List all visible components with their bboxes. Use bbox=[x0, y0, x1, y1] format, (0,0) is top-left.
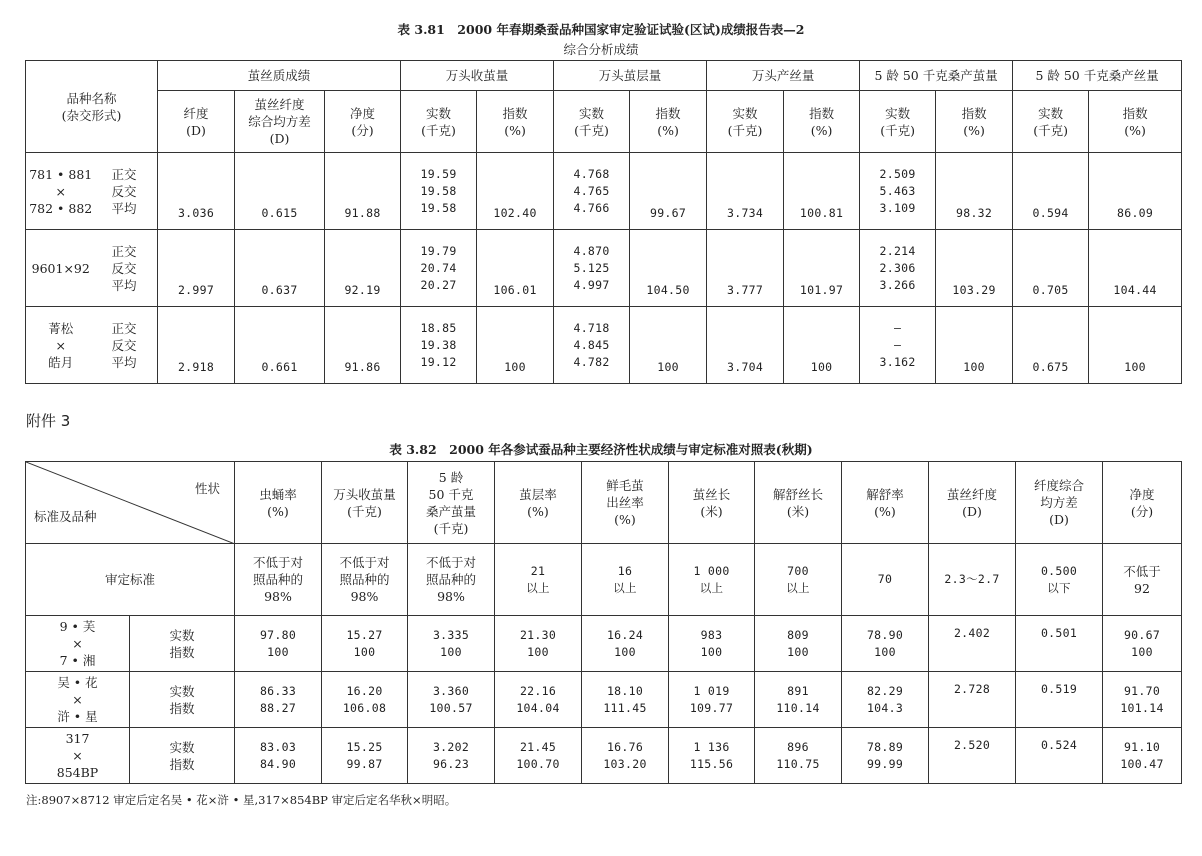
corner-top-label: 性状 bbox=[194, 481, 220, 496]
cell-value: 2.728 bbox=[929, 672, 1016, 728]
layer-actual-values: 4.870 5.125 4.997 bbox=[554, 230, 630, 307]
neatness-header: 净度 (分) bbox=[325, 91, 401, 153]
standard-value: 1 000 以上 bbox=[669, 544, 755, 616]
fc-actual-values: — — 3.162 bbox=[860, 307, 936, 384]
yield-index-value: 102.40 bbox=[477, 153, 554, 230]
fineness-sd-value: 0.661 bbox=[235, 307, 325, 384]
yield-actual-header: 实数 (千克) bbox=[401, 91, 477, 153]
fc-actual-values: 2.214 2.306 3.266 bbox=[860, 230, 936, 307]
layer-index-header: 指数 (%) bbox=[630, 91, 707, 153]
fc-index-value: 98.32 bbox=[936, 153, 1013, 230]
fc-actual-values: 2.509 5.463 3.109 bbox=[860, 153, 936, 230]
yield-actual-values: 18.85 19.38 19.12 bbox=[401, 307, 477, 384]
fineness-sd-header: 茧丝纤度 综合均方差 (D) bbox=[235, 91, 325, 153]
silk-index-header: 指数 (%) bbox=[784, 91, 860, 153]
cell-value: 3.360 100.57 bbox=[408, 672, 495, 728]
cell-value: 91.70 101.14 bbox=[1103, 672, 1182, 728]
standard-value: 不低于对 照品种的 98% bbox=[235, 544, 322, 616]
corner-header bbox=[26, 462, 235, 544]
standard-value: 2.3～2.7 bbox=[929, 544, 1016, 616]
col-header: 解舒率 (%) bbox=[842, 462, 929, 544]
standard-value: 0.500 以下 bbox=[1016, 544, 1103, 616]
col-header: 鲜毛茧 出丝率 (%) bbox=[582, 462, 669, 544]
table-row bbox=[26, 672, 1182, 728]
standard-value: 16 以上 bbox=[582, 544, 669, 616]
variety-name: 菁松 × 皓月 bbox=[26, 307, 96, 384]
yield-actual-values: 19.79 20.74 20.27 bbox=[401, 230, 477, 307]
cell-value: 16.20 106.08 bbox=[322, 672, 408, 728]
silk-actual-value: 3.777 bbox=[707, 230, 784, 307]
value-types: 实数 指数 bbox=[130, 728, 235, 784]
fc-index-header: 指数 (%) bbox=[936, 91, 1013, 153]
layer-index-value: 100 bbox=[630, 307, 707, 384]
variety-name: 317 × 854BP bbox=[26, 728, 130, 784]
fs-actual-value: 0.705 bbox=[1013, 230, 1089, 307]
silk-index-value: 100.81 bbox=[784, 153, 860, 230]
col-header: 茧丝长 (米) bbox=[669, 462, 755, 544]
col-header: 茧层率 (%) bbox=[495, 462, 582, 544]
cell-value: 3.335 100 bbox=[408, 616, 495, 672]
footnote: 注:8907×8712 审定后定名吴 • 花×浒 • 星,317×854BP 审定后定名华秋×明昭。 bbox=[26, 793, 457, 807]
table-row bbox=[26, 616, 1182, 672]
cell-value: 0.519 bbox=[1016, 672, 1103, 728]
cell-value: 82.29 104.3 bbox=[842, 672, 929, 728]
yield-index-value: 106.01 bbox=[477, 230, 554, 307]
cell-value: 86.33 88.27 bbox=[235, 672, 322, 728]
variety-name: 9 • 芙 × 7 • 湘 bbox=[26, 616, 130, 672]
cell-value: 1 019 109.77 bbox=[669, 672, 755, 728]
cocoon-quality-header: 茧丝质成绩 bbox=[158, 61, 401, 91]
variety-name: 781 • 881 × 782 • 882 bbox=[26, 153, 96, 230]
fs-index-header: 指数 (%) bbox=[1089, 91, 1182, 153]
cell-value: 1 136 115.56 bbox=[669, 728, 755, 784]
cell-value: 18.10 111.45 bbox=[582, 672, 669, 728]
cell-value: 78.89 99.99 bbox=[842, 728, 929, 784]
cell-value: 2.402 bbox=[929, 616, 1016, 672]
five-cocoon-header: 5 龄 50 千克桑产茧量 bbox=[860, 61, 1013, 91]
fs-actual-header: 实数 (千克) bbox=[1013, 91, 1089, 153]
cell-value: 891 110.14 bbox=[755, 672, 842, 728]
fs-index-value: 86.09 bbox=[1089, 153, 1182, 230]
neatness-value: 92.19 bbox=[325, 230, 401, 307]
layer-index-value: 99.67 bbox=[630, 153, 707, 230]
table2-title: 表 3.82 2000 年各参试蚕品种主要经济性状成绩与审定标准对照表(秋期) bbox=[389, 442, 813, 457]
col-header: 万头收茧量 (千克) bbox=[322, 462, 408, 544]
standard-value: 不低于对 照品种的 98% bbox=[408, 544, 495, 616]
cell-value: 983 100 bbox=[669, 616, 755, 672]
variety-header: 品种名称 (杂交形式) bbox=[26, 61, 158, 153]
table-row bbox=[26, 230, 1182, 307]
table1-title: 表 3.81 2000 年春期桑蚕品种国家审定验证试验(区试)成绩报告表—2 bbox=[397, 22, 805, 37]
fs-index-value: 100 bbox=[1089, 307, 1182, 384]
table-row bbox=[26, 153, 1182, 230]
section-heading: 附件 3 bbox=[26, 412, 71, 430]
silk-actual-value: 3.704 bbox=[707, 307, 784, 384]
neatness-value: 91.88 bbox=[325, 153, 401, 230]
fs-index-value: 104.44 bbox=[1089, 230, 1182, 307]
fineness-sd-value: 0.615 bbox=[235, 153, 325, 230]
silk-yield-header: 万头产丝量 bbox=[707, 61, 860, 91]
col-header: 5 龄 50 千克 桑产茧量 (千克) bbox=[408, 462, 495, 544]
cell-value: 0.524 bbox=[1016, 728, 1103, 784]
cross-types: 正交 反交 平均 bbox=[96, 230, 158, 307]
standard-value: 21 以上 bbox=[495, 544, 582, 616]
cell-value: 3.202 96.23 bbox=[408, 728, 495, 784]
cell-value: 83.03 84.90 bbox=[235, 728, 322, 784]
cell-value: 896 110.75 bbox=[755, 728, 842, 784]
silk-actual-value: 3.734 bbox=[707, 153, 784, 230]
neatness-value: 91.86 bbox=[325, 307, 401, 384]
cell-value: 16.24 100 bbox=[582, 616, 669, 672]
fs-actual-value: 0.675 bbox=[1013, 307, 1089, 384]
cell-value: 91.10 100.47 bbox=[1103, 728, 1182, 784]
fineness-header: 纤度 (D) bbox=[158, 91, 235, 153]
cell-value: 78.90 100 bbox=[842, 616, 929, 672]
layer-actual-header: 实数 (千克) bbox=[554, 91, 630, 153]
cell-value: 2.520 bbox=[929, 728, 1016, 784]
yield-index-value: 100 bbox=[477, 307, 554, 384]
table-row bbox=[26, 307, 1182, 384]
cocoon-layer-header: 万头茧层量 bbox=[554, 61, 707, 91]
table1-subtitle: 综合分析成绩 bbox=[563, 42, 639, 57]
standard-value: 不低于 92 bbox=[1103, 544, 1182, 616]
col-header: 虫蛹率 (%) bbox=[235, 462, 322, 544]
silk-index-value: 100 bbox=[784, 307, 860, 384]
cell-value: 0.501 bbox=[1016, 616, 1103, 672]
silk-actual-header: 实数 (千克) bbox=[707, 91, 784, 153]
table-row bbox=[26, 728, 1182, 784]
yield-actual-values: 19.59 19.58 19.58 bbox=[401, 153, 477, 230]
cocoon-yield-header: 万头收茧量 bbox=[401, 61, 554, 91]
corner-bottom-label: 标准及品种 bbox=[34, 509, 97, 524]
fineness-value: 3.036 bbox=[158, 153, 235, 230]
value-types: 实数 指数 bbox=[130, 672, 235, 728]
cell-value: 15.25 99.87 bbox=[322, 728, 408, 784]
cell-value: 22.16 104.04 bbox=[495, 672, 582, 728]
layer-actual-values: 4.768 4.765 4.766 bbox=[554, 153, 630, 230]
table2 bbox=[25, 461, 1182, 784]
table1 bbox=[25, 60, 1182, 384]
diagonal-line bbox=[26, 462, 235, 544]
standard-row bbox=[26, 544, 1182, 616]
cross-types: 正交 反交 平均 bbox=[96, 307, 158, 384]
col-header: 解舒丝长 (米) bbox=[755, 462, 842, 544]
layer-index-value: 104.50 bbox=[630, 230, 707, 307]
standard-value: 700 以上 bbox=[755, 544, 842, 616]
fs-actual-value: 0.594 bbox=[1013, 153, 1089, 230]
standard-label: 审定标准 bbox=[26, 544, 235, 616]
col-header: 纤度综合 均方差 (D) bbox=[1016, 462, 1103, 544]
cell-value: 809 100 bbox=[755, 616, 842, 672]
standard-value: 不低于对 照品种的 98% bbox=[322, 544, 408, 616]
fc-actual-header: 实数 (千克) bbox=[860, 91, 936, 153]
fc-index-value: 100 bbox=[936, 307, 1013, 384]
variety-name: 9601×92 bbox=[26, 230, 96, 307]
cell-value: 15.27 100 bbox=[322, 616, 408, 672]
col-header: 茧丝纤度 (D) bbox=[929, 462, 1016, 544]
yield-index-header: 指数 (%) bbox=[477, 91, 554, 153]
cell-value: 21.30 100 bbox=[495, 616, 582, 672]
standard-value: 70 bbox=[842, 544, 929, 616]
silk-index-value: 101.97 bbox=[784, 230, 860, 307]
cross-types: 正交 反交 平均 bbox=[96, 153, 158, 230]
col-header: 净度 (分) bbox=[1103, 462, 1182, 544]
cell-value: 90.67 100 bbox=[1103, 616, 1182, 672]
fineness-value: 2.997 bbox=[158, 230, 235, 307]
fineness-value: 2.918 bbox=[158, 307, 235, 384]
fineness-sd-value: 0.637 bbox=[235, 230, 325, 307]
fc-index-value: 103.29 bbox=[936, 230, 1013, 307]
layer-actual-values: 4.718 4.845 4.782 bbox=[554, 307, 630, 384]
cell-value: 21.45 100.70 bbox=[495, 728, 582, 784]
cell-value: 97.80 100 bbox=[235, 616, 322, 672]
variety-name: 吴 • 花 × 浒 • 星 bbox=[26, 672, 130, 728]
value-types: 实数 指数 bbox=[130, 616, 235, 672]
five-silk-header: 5 龄 50 千克桑产丝量 bbox=[1013, 61, 1182, 91]
cell-value: 16.76 103.20 bbox=[582, 728, 669, 784]
